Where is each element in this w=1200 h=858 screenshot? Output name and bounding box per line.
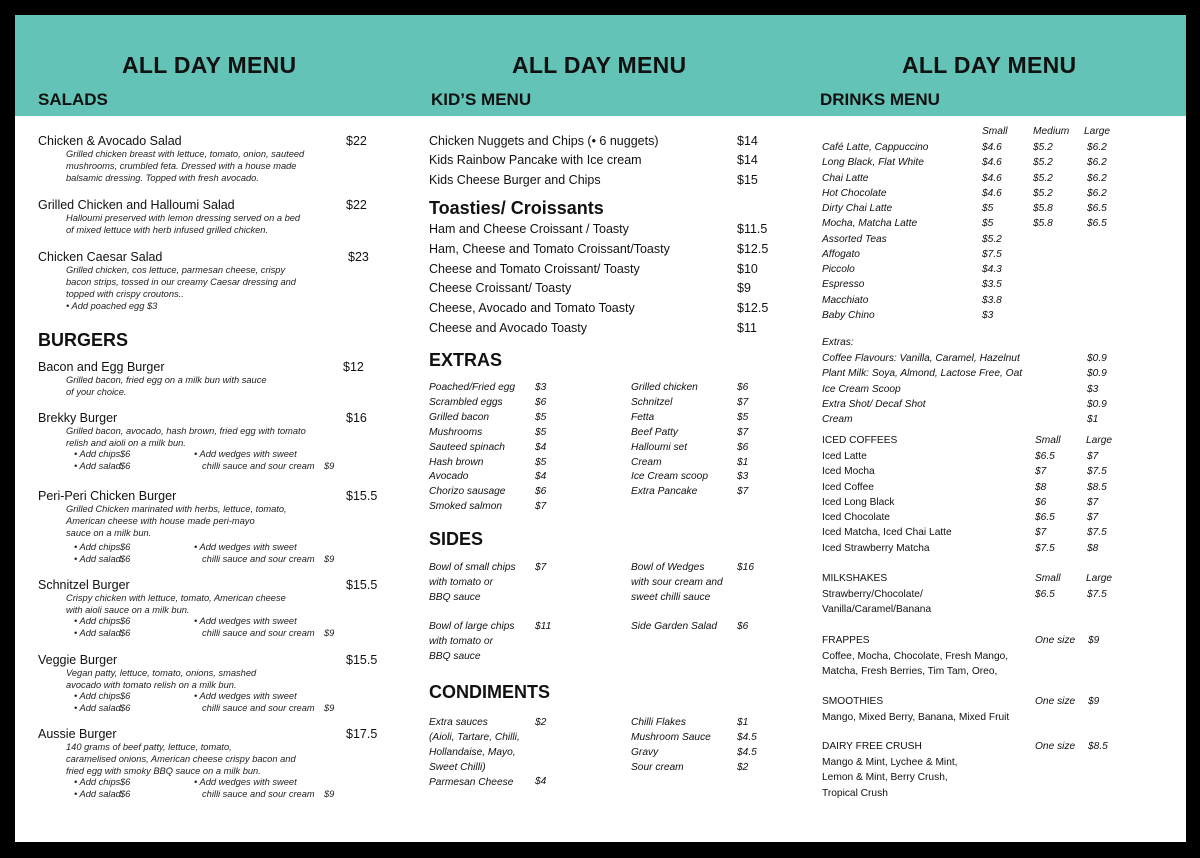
toasty-item-price: $11 [737,321,757,335]
addon-salad: • Add salad $6 [74,461,131,471]
condiment-item-price: $4 [535,776,547,787]
menu-item-description: Grilled chicken, cos lettuce, parmesan cheese, crispy bacon strips, tossed in our creamy Caesar dressing and topped with crispy croutons.. • Add poached egg $3 [66,265,296,311]
milkshake-flavours: Strawberry/Chocolate/ Vanilla/Caramel/Banana [822,589,932,616]
drink-extras-title: Extras: [822,337,854,348]
menu-item-description: Vegan patty, lettuce, tomato, onions, smashed avocado with tomato relish on a milk bun. [66,668,257,690]
menu-item-price: $15.5 [346,489,378,503]
frappe-flavours: Coffee, Mocha, Chocolate, Fresh Mango, Matcha, Fresh Berries, Tim Tam, Oreo, [822,651,1009,678]
side-item-name: Bowl of small chips with tomato or BBQ sauce [429,562,516,603]
kids-item-name: Kids Rainbow Pancake with Ice cream [429,153,642,167]
crush-flavours: Mango & Mint, Lychee & Mint, Lemon & Mint, Berry Crush, Tropical Crush [822,757,958,799]
menu-item-name: Grilled Chicken and Halloumi Salad [38,198,235,212]
toasty-item-price: $9 [737,281,751,295]
milkshake-large-price: $7.5 [1087,589,1107,600]
toasty-item-name: Cheese, Avocado and Tomato Toasty [429,301,635,315]
menu-item-price: $17.5 [346,727,378,741]
menu-item-price: $22 [346,134,367,148]
drink-large-prices: $6.2 $6.2 $6.2 $6.2 $6.5 $6.5 [1087,142,1107,230]
addon-chips: • Add chips $6 [74,777,131,787]
addon-salad: • Add salad $6 [74,789,131,799]
milkshakes-small-header: Small [1035,573,1061,584]
milkshakes-large-header: Large [1086,573,1113,584]
iced-large-prices: $7 $7.5 $8.5 $7 $7 $7.5 $8 [1087,451,1107,554]
menu-item-name: Bacon and Egg Burger [38,360,165,374]
condiments-heading: CONDIMENTS [429,682,550,702]
kids-menu-heading: KID’S MENU [431,90,532,109]
addon-salad: • Add salad $6 [74,554,131,564]
addon-chips: • Add chips $6 [74,691,131,701]
iced-names: Iced Latte Iced Mocha Iced Coffee Iced Long Black Iced Chocolate Iced Matcha, Iced Chai Latte Iced Strawberry Matcha [822,451,952,554]
kids-item-price: $14 [737,134,758,148]
crush-size: One size [1035,741,1076,752]
toasty-item-name: Ham, Cheese and Tomato Croissant/Toasty [429,242,670,256]
drink-names: Café Latte, Cappuccino Long Black, Flat White Chai Latte Hot Chocolate Dirty Chai Latte Mocha, Matcha Latte Assorted Teas Affogato Piccolo Espresso Macchiato Baby Chino [822,142,929,321]
addon-wedges-price: $9 [324,461,335,471]
menu-item-description: Grilled Chicken marinated with herbs, lettuce, tomato, American cheese with house made peri-mayo sauce on a milk bun. [66,504,287,538]
toasty-item-price: $10 [737,262,758,276]
crush-title: DAIRY FREE CRUSH [822,741,922,752]
addon-chips: • Add chips $6 [74,616,131,626]
extras-prices: $3 $6 $5 $5 $4 $5 $4 $6 $7 [535,382,547,513]
extras-heading: EXTRAS [429,350,503,370]
addon-salad: • Add salad $6 [74,703,131,713]
drinks-menu-heading: DRINKS MENU [820,90,940,109]
menu-item-description: Crispy chicken with lettuce, tomato, American cheese with aioli sauce on a milk bun. [66,593,286,615]
drink-extras-names: Coffee Flavours: Vanilla, Caramel, Hazelnut Plant Milk: Soya, Almond, Lactose Free, Oat Ice Cream Scoop Extra Shot/ Decaf Shot Cream [822,353,1023,425]
extras-names: Poached/Fried egg Scrambled eggs Grilled bacon Mushrooms Sauteed spinach Hash brown Avocado Chorizo sausage Smoked salmon [429,382,516,513]
frappes-title: FRAPPES [822,635,870,646]
toasty-item-price: $12.5 [737,301,769,315]
addon-wedges-price: $9 [324,789,335,799]
kids-item-name: Chicken Nuggets and Chips (• 6 nuggets) [429,134,659,148]
column-1-title: ALL DAY MENU [122,52,297,78]
menu-item-name: Chicken & Avocado Salad [38,134,182,148]
kids-item-price: $15 [737,173,758,187]
menu-item-price: $12 [343,360,364,374]
frappes-size: One size [1035,635,1076,646]
menu-item-price: $15.5 [346,578,378,592]
smoothies-title: SMOOTHIES [822,696,884,707]
condiment-names: Chilli Flakes Mushroom Sauce Gravy Sour cream [631,717,711,773]
menu-item-price: $22 [346,198,367,212]
side-item-name: Bowl of large chips with tomato or BBQ sauce [429,621,515,662]
condiment-prices: $1 $4.5 $4.5 $2 [737,717,757,773]
menu-item-name: Brekky Burger [38,411,118,425]
menu-item-name: Schnitzel Burger [38,578,130,592]
menu-item-name: Aussie Burger [38,727,117,741]
toasty-item-price: $12.5 [737,242,769,256]
burgers-heading: BURGERS [38,330,129,350]
size-header-medium: Medium [1033,126,1070,137]
drink-small-prices: $4.6 $4.6 $4.6 $4.6 $5 $5 $5.2 $7.5 $4.3 $3.5 $3.8 $3 [982,142,1002,321]
menu-item-description: 140 grams of beef patty, lettuce, tomato, caramelised onions, American cheese crispy bacon and fried egg with smoky BBQ sauce on a milk bun. [66,742,296,776]
milkshakes-title: MILKSHAKES [822,573,888,584]
kids-item-name: Kids Cheese Burger and Chips [429,173,601,187]
menu-item-name: Chicken Caesar Salad [38,250,163,264]
iced-large-header: Large [1086,435,1113,446]
smoothies-size: One size [1035,696,1076,707]
toasty-item-name: Cheese and Avocado Toasty [429,321,587,335]
menu-item-description: Grilled bacon, fried egg on a milk bun with sauce of your choice. [66,375,267,397]
menu-item-name: Peri-Peri Chicken Burger [38,489,177,503]
side-item-price: $11 [535,621,552,632]
size-header-large: Large [1084,126,1111,137]
menu-item-price: $16 [346,411,367,425]
addon-wedges-price: $9 [324,703,335,713]
toasty-item-price: $11.5 [737,222,768,236]
menu-page [15,15,1186,842]
smoothies-price: $9 [1088,696,1100,707]
toasty-item-name: Ham and Cheese Croissant / Toasty [429,222,629,236]
extras-prices: $6 $7 $5 $7 $6 $1 $3 $7 [737,382,749,498]
side-item-price: $16 [737,562,754,573]
iced-small-prices: $6.5 $7 $8 $6 $6.5 $7 $7.5 [1035,451,1055,554]
crush-price: $8.5 [1088,741,1108,752]
side-item-name: Bowl of Wedges with sour cream and sweet chilli sauce [631,562,723,603]
menu-item-price: $15.5 [346,653,378,667]
addon-wedges: • Add wedges with sweet chilli sauce and sour cream [194,616,315,638]
addon-wedges: • Add wedges with sweet chilli sauce and sour cream [194,449,315,471]
menu-item-description: Grilled bacon, avocado, hash brown, fried egg with tomato relish and aioli on a milk bun. [66,426,306,448]
addon-wedges: • Add wedges with sweet chilli sauce and sour cream [194,777,315,799]
iced-small-header: Small [1035,435,1061,446]
frappes-price: $9 [1088,635,1100,646]
addon-chips: • Add chips $6 [74,449,131,459]
drink-medium-prices: $5.2 $5.2 $5.2 $5.2 $5.8 $5.8 [1033,142,1053,230]
toasties-heading: Toasties/ Croissants [429,198,604,218]
addon-wedges-price: $9 [324,628,335,638]
addon-chips: • Add chips $6 [74,542,131,552]
addon-wedges: • Add wedges with sweet chilli sauce and sour cream [194,691,315,713]
column-3-title: ALL DAY MENU [902,52,1077,78]
toasty-item-name: Cheese and Tomato Croissant/ Toasty [429,262,640,276]
salads-heading: SALADS [38,90,108,109]
condiment-item-price: $2 [535,717,547,728]
side-item-price: $7 [535,562,547,573]
addon-wedges: • Add wedges with sweet chilli sauce and sour cream [194,542,315,564]
column-2-title: ALL DAY MENU [512,52,687,78]
smoothie-flavours: Mango, Mixed Berry, Banana, Mixed Fruit [822,712,1010,723]
sides-heading: SIDES [429,529,484,549]
kids-item-price: $14 [737,153,758,167]
condiment-item-name: Extra sauces (Aioli, Tartare, Chilli, Hollandaise, Mayo, Sweet Chilli) Parmesan Cheese [429,717,520,788]
addon-wedges-price: $9 [324,554,335,564]
menu-item-price: $23 [348,250,369,264]
side-item-name: Side Garden Salad [631,621,718,632]
iced-coffees-title: ICED COFFEES [822,435,898,446]
menu-item-description: Grilled chicken breast with lettuce, tomato, onion, sauteed mushrooms, crumbled feta. Dressed with a house made balsamic dressing. Topped with fresh avocado. [66,149,305,183]
milkshake-small-price: $6.5 [1035,589,1055,600]
toasty-item-name: Cheese Croissant/ Toasty [429,281,572,295]
extras-names: Grilled chicken Schnitzel Fetta Beef Patty Halloumi set Cream Ice Cream scoop Extra Pancake [631,382,709,498]
addon-salad: • Add salad $6 [74,628,131,638]
drink-extras-prices: $0.9 $0.9 $3 $0.9 $1 [1087,353,1107,425]
side-item-price: $6 [737,621,749,632]
menu-item-name: Veggie Burger [38,653,118,667]
size-header-small: Small [982,126,1008,137]
menu-item-description: Halloumi preserved with lemon dressing served on a bed of mixed lettuce with herb infused grilled chicken. [66,213,301,235]
